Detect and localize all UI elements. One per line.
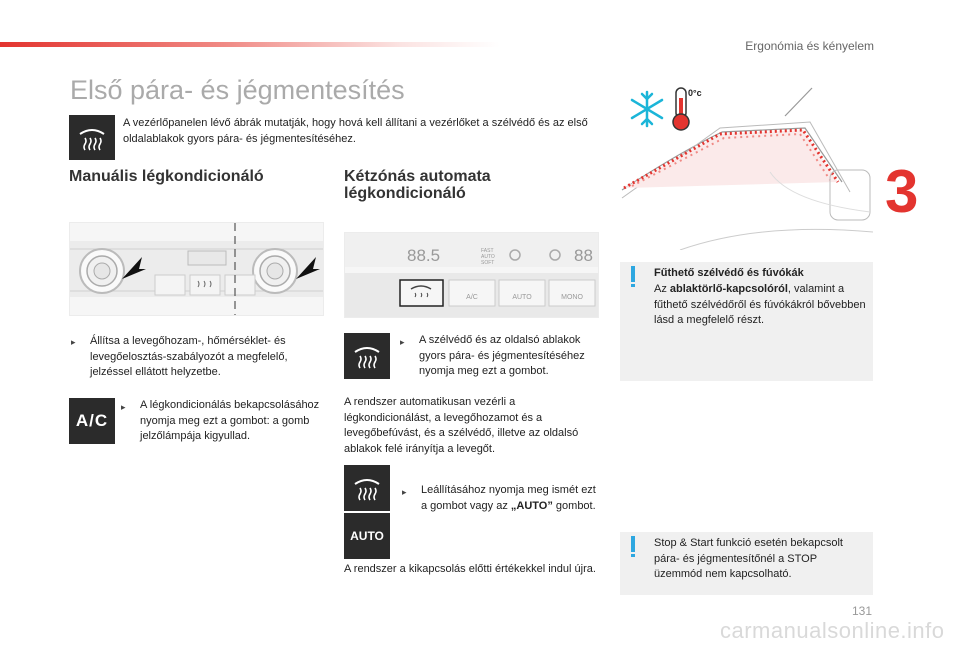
info-icon [631,554,635,557]
page-number: 131 [852,604,873,618]
dual-zone-heading-line1: Kétzónás automata [344,168,491,185]
info-1-post: , valamint a fűthető szélvédőről és fúvókákról bővebben lásd a megfelelő részt. [654,283,866,326]
dual-bullet-2-pre: Leállításához nyomja meg ismét ezt a gombot vagy az [421,484,596,512]
info-icon-bar [631,266,635,282]
defrost-button-icon-dual [344,333,390,379]
thermometer-icon [673,88,689,130]
display-soft: SOFT [481,260,495,266]
info-icon [631,284,635,287]
display-auto: AUTO [481,254,495,260]
ac-button-icon: A/C [69,398,115,444]
info-1-pre: Az [654,283,670,295]
header-gradient-bar [0,42,500,47]
intro-text: A vezérlőpanelen lévő ábrák mutatják, hogy hová kell állítani a vezérlőket a szélvédő és az első oldalablakok gyors pára- és jégmentesítéséhez. [123,117,588,145]
defrost-button-icon-stop [344,465,390,511]
info-1-title: Fűthető szélvédő és fúvókák [654,267,804,279]
display-segments-right: 88 [574,246,593,265]
bullet-arrow-icon: ▸ [400,337,405,347]
info-box-heated-windshield [620,262,873,381]
windshield-defrost-icon [352,475,382,501]
dual-bullet-2 [421,483,596,514]
manual-bullet-2: A légkondicionálás bekapcsolásához nyomja meg ezt a gombot: a gomb jelzőlámpája kigyullad. [140,399,320,442]
snowflake-icon [632,92,662,126]
info-box-stop-start [620,532,873,595]
windshield-defrost-icon [77,125,107,151]
panel-btn-auto-label: AUTO [512,294,532,301]
dual-zone-panel-illustration [344,232,599,318]
info-1-text [654,282,868,329]
dual-bullet-2-post: gombot. [552,499,596,512]
dual-paragraph-1: A rendszer automatikusan vezérli a légkondicionálást, a levegőhozamot és a levegőbefúvást, és a szélvédő, illetve az oldalsó ablakok felé irányítja a levegőt. [344,396,579,455]
windshield-defrost-icon [352,343,382,369]
dual-bullet-1: A szélvédő és az oldalsó ablakok gyors pára- és jégmentesítéséhez nyomja meg ezt a gombot. [419,334,585,377]
info-2-text: Stop & Start funkció esetén bekapcsolt pára- és jégmentesítőnél a STOP üzemmód nem kapcsolható. [654,537,843,580]
panel-btn-ac-label: A/C [466,294,478,301]
bullet-arrow-icon: ▸ [402,487,407,497]
auto-button-icon: AUTO [344,513,390,559]
manual-ac-heading: Manuális légkondicionáló [69,168,264,185]
panel-btn-mono-label: MONO [561,294,583,301]
info-1-bold: ablaktörlő-kapcsolóról [669,283,788,295]
manual-ac-panel-illustration [69,222,324,316]
watermark-url: carmanualsonline.info [720,618,945,643]
manual-bullet-1: Állítsa a levegőhozam-, hőmérséklet- és levegőelosztás-szabályozót a megfelelő, jelzéssel ellátott helyzetbe. [90,335,288,378]
dual-zone-heading-line2: légkondicionáló [344,185,466,202]
bullet-arrow-icon: ▸ [71,337,76,347]
page-title: Első pára- és jégmentesítés [70,75,405,105]
defrost-button-icon [69,115,115,160]
heated-windshield-illustration [620,82,873,250]
info-icon-bar [631,536,635,552]
dual-paragraph-2: A rendszer a kikapcsolás előtti értékekkel indul újra. [344,563,596,575]
chapter-number: 3 [885,158,917,225]
temperature-label: 0°c [688,88,702,98]
display-segments-left: 88.5 [407,246,441,265]
bullet-arrow-icon: ▸ [121,402,126,412]
dual-bullet-2-bold: „AUTO” [510,499,553,512]
section-title: Ergonómia és kényelem [745,39,874,53]
dual-zone-heading [344,168,594,202]
display-fast: FAST [481,248,494,254]
